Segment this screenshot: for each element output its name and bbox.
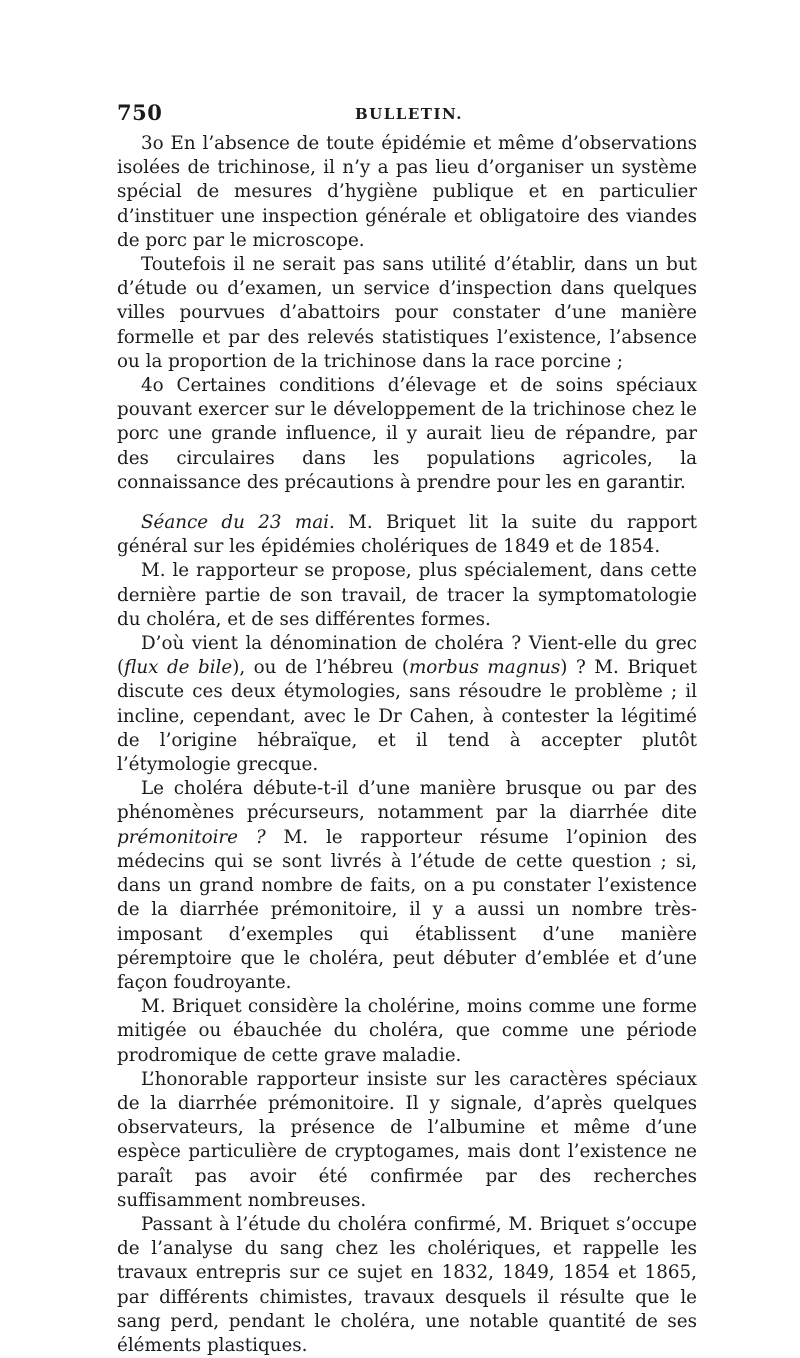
paragraph-seance <box>117 511 697 559</box>
paragraph-rapporteur-purpose: M. le rapporteur se propose, plus spécialement, dans cette dernière partie de son travail, de tracer la symptomatologie du choléra, et de ses différentes formes. <box>117 560 697 630</box>
page-header <box>117 100 694 124</box>
paragraph-recommendation-3: 3o En l’absence de toute épidémie et même d’observations isolées de trichinose, il n’y a pas lieu d’organiser un système spécial de mesures d’hygiène publique et en particulier d’instituer une inspection générale et obligatoire des viandes de porc par le microscope. <box>117 133 697 251</box>
paragraph-recommendation-4: 4o Certaines conditions d’élevage et de soins spéciaux pouvant exercer sur le développement de la trichinose chez le porc une grande influence, il y aurait lieu de répandre, par des circulaires dans les populations agricoles, la connaissance des précautions à prendre pour les en garantir. <box>117 375 697 493</box>
paragraph-blood-analysis: Passant à l’étude du choléra confirmé, M. Briquet s’occupe de l’analyse du sang chez les cholériques, et rappelle les travaux entrepris sur ce sujet en 1832, 1849, 1854 et 1865, par différents chimistes, travaux desquels il résulte que le sang perd, pendant le choléra, une notable quantité de ses éléments plastiques. <box>117 1213 697 1356</box>
paragraph-onset: Le choléra débute-t-il d’une manière brusque ou par des phénomènes précurseurs, notamment par la diarrhée dite prémonitoire ? M. le rapporteur résume l’opinion des médecins qui se sont livrés à l’étude de cette question ; si, dans un grand nombre de faits, on a pu constater l’existence de la diarrhée prémonitoire, il y a aussi un nombre très-imposant d’exemples qui établissent d’une manière péremptoire que le choléra, peut débuter d’emblée et d’une façon foudroyante. <box>117 778 697 993</box>
paragraph-inspection-service: Toutefois il ne serait pas sans utilité d’établir, dans un but d’étude ou d’examen, un service d’inspection dans quelques villes pourvues d’abattoirs pour constater d’une manière formelle et par des relevés statistiques l’existence, l’absence ou la proportion de la trichinose dans la race porcine ; <box>117 254 697 372</box>
body-text <box>117 132 697 1358</box>
page-number: 750 <box>117 100 163 125</box>
paragraph-premonitory-diarrhea: L’honorable rapporteur insiste sur les caractères spéciaux de la diarrhée prémonitoire. Il y signale, d’après quelques observateurs, la présence de l’albumine et même d’une espèce particulière de cryptogames, mais dont l’existence ne paraît pas avoir été confirmée par des recherches suffisamment nombreuses. <box>117 1068 697 1211</box>
paragraph-etymology: D’où vient la dénomination de choléra ? Vient-elle du grec (flux de bile), ou de l’hébreu (morbus magnus) ? M. Briquet discute ces deux étymologies, sans résoudre le problème ; il incline, cependant, avec le Dr Cahen, à contester la légitimé de l’origine hébraïque, et il tend à accepter plutôt l’étymologie grecque. <box>117 633 697 776</box>
seance-label: Séance du 23 mai. <box>141 512 335 534</box>
running-head: BULLETIN. <box>355 105 463 123</box>
seance-text: M. Briquet lit la suite du rapport général sur les épidémies cholériques de 1849 et de 1854. <box>117 512 697 558</box>
paragraph-cholerine: M. Briquet considère la cholérine, moins comme une forme mitigée ou ébauchée du choléra, que comme une période prodromique de cette grave maladie. <box>117 996 697 1066</box>
